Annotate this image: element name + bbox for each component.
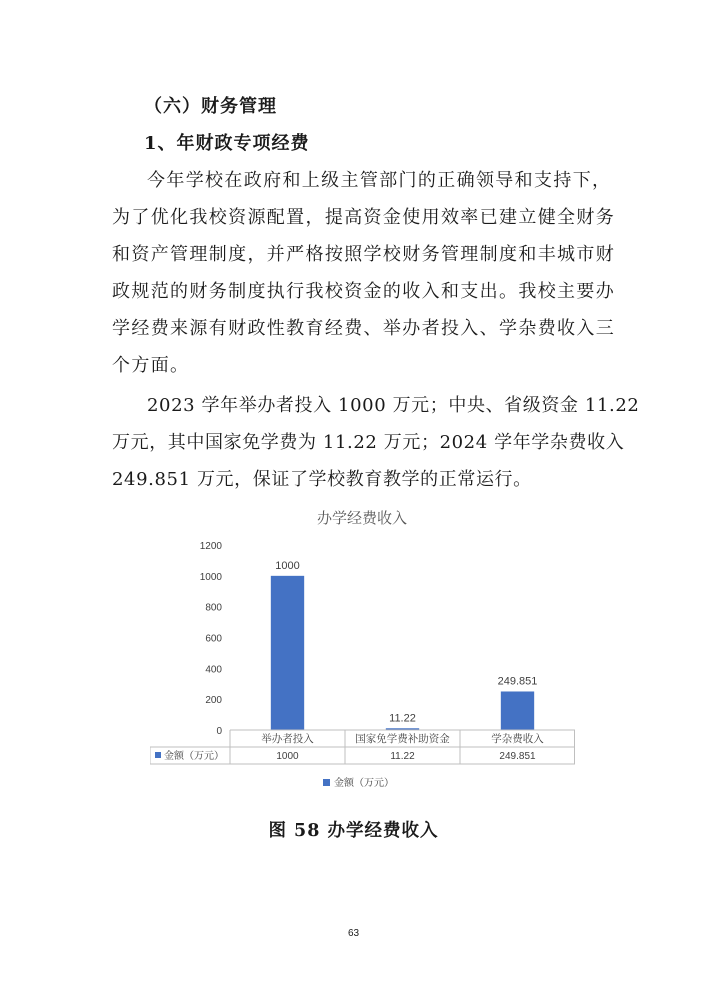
bars xyxy=(271,576,534,730)
paragraph-line: 2023 学年举办者投入 1000 万元；中央、省级资金 11.22 xyxy=(147,395,640,416)
chart-title: 办学经费收入 xyxy=(316,510,408,527)
y-tick-label: 400 xyxy=(205,664,222,676)
bar xyxy=(271,576,304,730)
bar-data-label: 11.22 xyxy=(389,712,416,725)
category-label: 学杂费收入 xyxy=(491,733,544,745)
table-value: 249.851 xyxy=(499,751,536,762)
y-tick-label: 1000 xyxy=(199,571,222,583)
chart-data-table xyxy=(150,730,575,764)
legend-label: 金额（万元） xyxy=(334,778,394,789)
legend-swatch xyxy=(323,779,330,786)
y-tick-label: 800 xyxy=(205,602,222,614)
bar-data-label: 249.851 xyxy=(497,675,538,688)
y-tick-label: 0 xyxy=(216,726,222,737)
paragraph-line: 为了优化我校资源配置，提高资金使用效率已建立健全财务 xyxy=(112,207,616,228)
paragraph-line: 学经费来源有财政性教育经费、举办者投入、学杂费收入三 xyxy=(112,318,616,339)
table-legend-key xyxy=(155,752,161,758)
table-value: 11.22 xyxy=(390,751,415,762)
paragraph-line: 249.851 万元，保证了学校教育教学的正常运行。 xyxy=(112,469,532,490)
bar xyxy=(501,691,534,730)
bar-data-label: 1000 xyxy=(275,559,300,572)
section-heading: （六）财务管理 xyxy=(144,96,277,117)
y-tick-label: 1200 xyxy=(199,541,222,552)
figure-caption: 图 58 办学经费收入 xyxy=(268,821,439,841)
chart-legend xyxy=(323,776,394,789)
bar-data-labels xyxy=(275,560,537,724)
category-label: 国家免学费补助资金 xyxy=(355,733,450,745)
category-label: 举办者投入 xyxy=(261,733,314,745)
paragraph-line: 政规范的财务制度执行我校资金的收入和支出。我校主要办 xyxy=(112,281,616,302)
paragraph-line: 个方面。 xyxy=(112,355,190,376)
y-axis-tick-labels xyxy=(200,541,223,737)
y-tick-label: 600 xyxy=(205,633,222,645)
funding-bar-chart xyxy=(150,505,575,805)
paragraph-line: 万元，其中国家免学费为 11.22 万元；2024 学年学杂费收入 xyxy=(112,432,625,453)
table-value: 1000 xyxy=(276,751,299,762)
page-number: 63 xyxy=(347,928,360,939)
y-tick-label: 200 xyxy=(205,695,222,707)
paragraph-line: 和资产管理制度，并严格按照学校财务管理制度和丰城市财 xyxy=(112,244,616,265)
paragraph-line: 今年学校在政府和上级主管部门的正确领导和支持下， xyxy=(147,170,612,191)
table-series-name: 金额（万元） xyxy=(164,751,224,762)
chart-svg xyxy=(150,505,575,805)
subsection-heading: 1、年财政专项经费 xyxy=(144,133,310,154)
